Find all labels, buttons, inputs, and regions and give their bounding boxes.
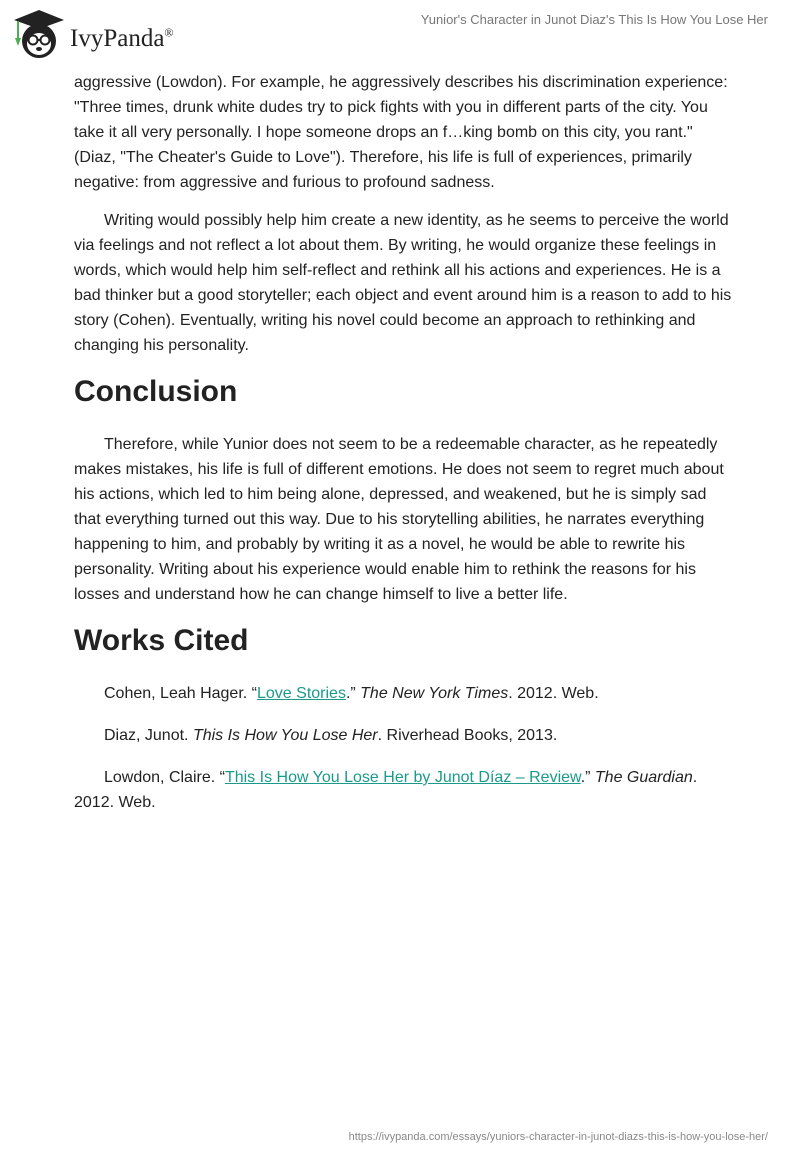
citation: Cohen, Leah Hager. “Love Stories.” The New York Times. 2012. Web. — [104, 685, 599, 702]
citation: Diaz, Junot. This Is How You Lose Her. Riverhead Books, 2013. — [104, 727, 558, 744]
paragraph: aggressive (Lowdon). For example, he aggressively describes his discrimination experience: "Three times, drunk white dudes try to pick fights with you in different parts of the city. You take it all very personally. I hope someone drops an f…king bomb on this city, you rant." (Diaz, "The Cheater's Guide to Love"). Therefore, his life is full of experiences, primarily negative: from aggressive and furious to profound sadness. — [74, 74, 728, 191]
ivypanda-logo[interactable] — [12, 8, 174, 60]
paragraph: Writing would possibly help him create a new identity, as he seems to perceive the world via feelings and not reflect a lot about them. By writing, he would organize these feelings in words, which would help him self-reflect and rethink all his actions and experiences. He is a bad thinker but a good storyteller; each object and event around him is a reason to add to his story (Cohen). Eventually, writing his novel could become an approach to rethinking and changing his personality. — [74, 212, 732, 354]
citation: Lowdon, Claire. “This Is How You Lose Her by Junot Díaz – Review.” The Guardian. 2012. Web. — [74, 769, 698, 811]
conclusion-heading: Conclusion — [74, 375, 238, 408]
citation-link[interactable]: Love Stories — [257, 685, 346, 702]
footer-url: https://ivypanda.com/essays/yuniors-character-in-junot-diazs-this-is-how-you-lose-her/ — [348, 1131, 768, 1143]
logo-text: IvyPanda® — [70, 25, 174, 52]
panda-logo-icon — [12, 8, 66, 60]
paragraph: Therefore, while Yunior does not seem to be a redeemable character, as he repeatedly makes mistakes, his life is full of different emotions. He does not seem to regret much about his actions, which led to him being alone, depressed, and weakened, but he is simply sad that everything turned out this way. Due to his storytelling abilities, he narrates everything happening to him, and probably by writing it as a novel, he would be able to rewrite his personality. Writing about his experience would enable him to rethink the reasons for his losses and understand how he can change himself to live a better life. — [74, 436, 724, 603]
works-cited-heading: Works Cited — [74, 624, 249, 657]
document-title: Yunior's Character in Junot Diaz's This Is How You Lose Her — [420, 12, 768, 27]
citation-link[interactable]: This Is How You Lose Her by Junot Díaz – Review — [224, 769, 581, 786]
essay-content — [74, 70, 734, 832]
